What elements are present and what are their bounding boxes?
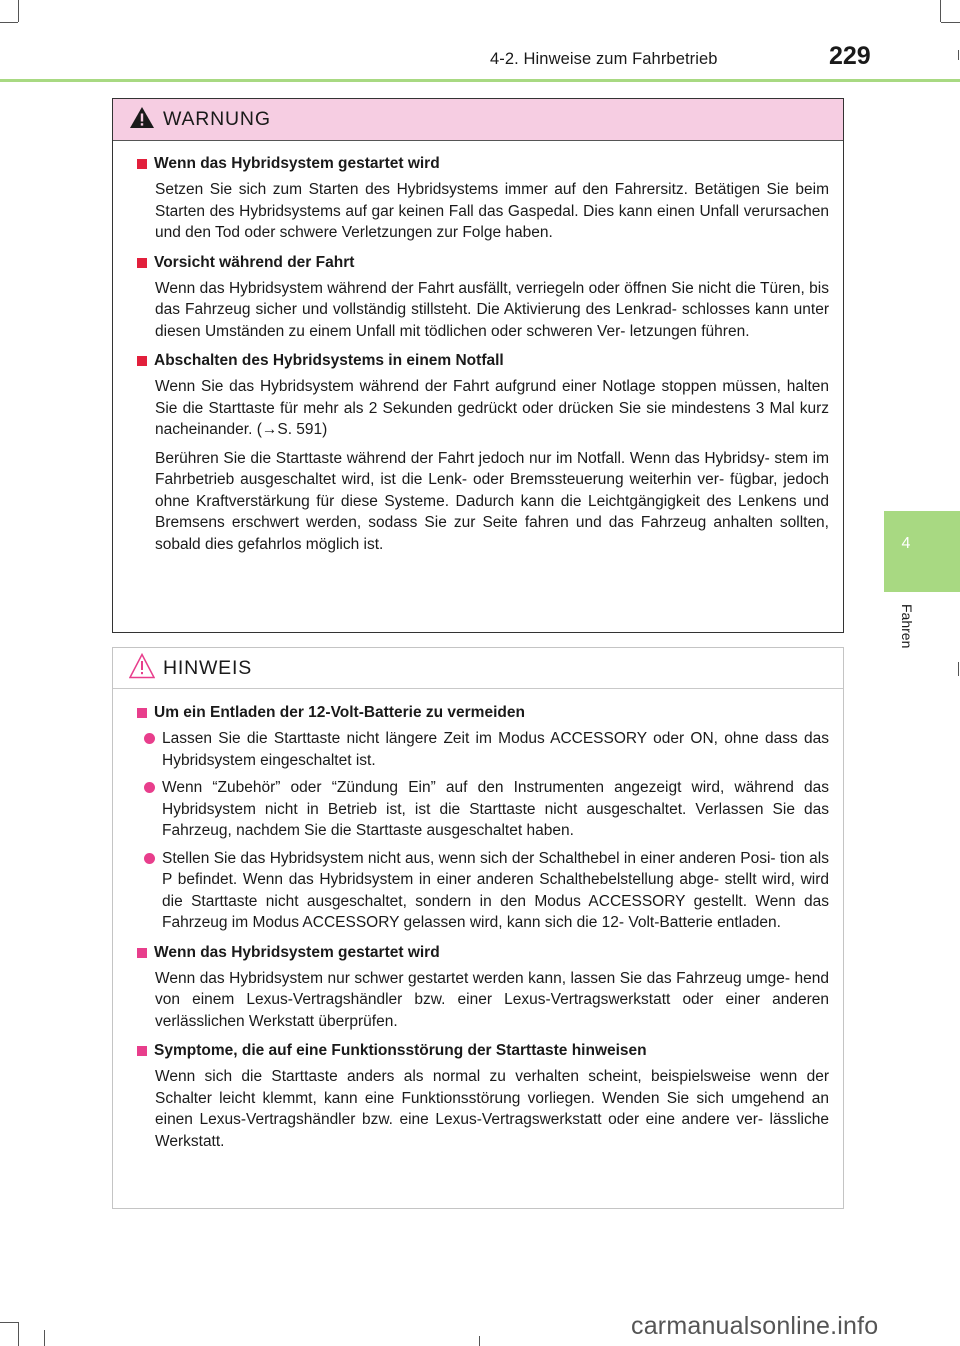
list-item — [144, 728, 829, 771]
caution-triangle-icon — [129, 653, 155, 684]
crop-mark — [941, 22, 960, 23]
warning-header — [113, 99, 843, 141]
section-heading — [137, 1040, 829, 1062]
notice-section — [137, 942, 829, 1033]
section-paragraph: Wenn Sie das Hybridsystem während der Fahrt aufgrund einer Notlage stoppen müssen, halten Sie die Starttaste für mehr als 2 Sekunden gedrückt oder drücken Sie sie mindestens 3 Mal kurz nacheinander. (→S. 591) — [155, 378, 829, 438]
list-item-text: Wenn “Zubehör” oder “Zündung Ein” auf den Instrumenten angezeigt wird, während das Hybridsystem nicht in Betrieb ist, ist die Starttaste nicht ausgeschaltet. Verlassen Sie das Fahrzeug, nachdem Sie die Starttaste ausgeschaltet haben. — [162, 779, 829, 839]
warning-body — [113, 141, 843, 555]
warning-section — [137, 252, 829, 343]
section-heading — [137, 702, 829, 724]
crop-mark — [44, 1330, 45, 1346]
header-rule — [0, 79, 960, 82]
round-bullet-icon — [144, 853, 155, 864]
round-bullet-icon — [144, 733, 155, 744]
section-paragraph: Setzen Sie sich zum Starten des Hybridsystems immer auf den Fahrersitz. Betätigen Sie beim Starten des Hybridsystems auf gar keinen Fall das Gaspedal. Dies kann einen Unfall verursachen und den Tod oder schwere Verletzungen zur Folge haben. — [155, 181, 829, 241]
crop-mark — [958, 662, 959, 676]
section-paragraph: Berühren Sie die Starttaste während der Fahrt jedoch nur im Notfall. Wenn das Hybridsy- stem im Fahrbetrieb ausgeschaltet wird, ist die Lenk- oder Bremssteuerung weiterhin ver- fügbar, jedoch ohne Kraftverstärkung für diese Systeme. Dadurch kann die Leichtgängigkeit des Lenkens und Bremsens erschwert werden, sodass Sie zur Seite fahren und das Fahrzeug anhalten sollten, sobald dies gefahrlos möglich ist. — [155, 449, 829, 553]
chapter-number: 4 — [901, 535, 911, 552]
notice-box — [112, 647, 844, 1209]
section-heading — [137, 153, 829, 175]
section-title: Symptome, die auf eine Funktionsstörung der Starttaste hinweisen — [154, 1042, 647, 1059]
notice-section — [137, 702, 829, 934]
square-bullet-icon — [137, 258, 147, 268]
section-heading — [137, 350, 829, 372]
section-heading — [137, 252, 829, 274]
square-bullet-icon — [137, 948, 147, 958]
crop-mark — [940, 0, 941, 22]
notice-header — [113, 648, 843, 689]
section-title: Um ein Entladen der 12-Volt-Batterie zu vermeiden — [154, 704, 525, 721]
square-bullet-icon — [137, 356, 147, 366]
notice-body — [113, 689, 843, 1152]
section-title: Wenn das Hybridsystem gestartet wird — [154, 943, 440, 961]
section-title: Vorsicht während der Fahrt — [154, 253, 355, 271]
page-number: 229 — [829, 42, 871, 70]
section-paragraph: Wenn das Hybridsystem nur schwer gestartet werden kann, lassen Sie das Fahrzeug umge- hend von einem Lexus-Vertragshändler bzw. einer Lexus-Vertragswerkstatt oder einer anderen verlässlichen Werkstatt überprüfen. — [155, 969, 829, 1030]
warning-box — [112, 98, 844, 633]
section-paragraph: Wenn das Hybridsystem während der Fahrt ausfällt, verriegeln oder öffnen Sie nicht die Türen, bis das Fahrzeug sicher und vollständig stillsteht. Die Aktivierung des Lenkrad- schlosses kann unter diesen Umständen zu einem Unfall mit tödlichen oder schweren Ver- letzungen führen. — [155, 279, 829, 340]
crop-mark — [479, 1336, 480, 1346]
crop-mark — [18, 0, 19, 22]
square-bullet-icon — [137, 1046, 147, 1056]
section-title: Wenn das Hybridsystem gestartet wird — [154, 155, 440, 172]
round-bullet-icon — [144, 782, 155, 793]
list-item-text: Stellen Sie das Hybridsystem nicht aus, wenn sich der Schalthebel in einer anderen Posi- tion als P befindet. Wenn das Hybridsystem in einer anderen Schalthebelstellung abge- stellt wird, wird die Starttaste nicht ausgeschaltet, sondern in den Modus ACCESSORY gestellt. Wenn das Fahrzeug im Modus ACCESSORY gelassen wird, kann sich die 12- Volt-Batterie entladen. — [162, 849, 829, 931]
crop-mark — [0, 1322, 18, 1323]
running-header: 4-2. Hinweise zum Fahrbetrieb — [490, 50, 718, 68]
warning-section — [137, 153, 829, 244]
chapter-label: Fahren — [899, 604, 915, 649]
warning-section — [137, 350, 829, 555]
warning-title: WARNUNG — [163, 108, 271, 130]
crop-mark — [958, 50, 959, 60]
list-item — [144, 777, 829, 842]
list-item-text: Lassen Sie die Starttaste nicht längere Zeit im Modus ACCESSORY oder ON, ohne dass das Hybridsystem eingeschaltet ist. — [162, 730, 829, 769]
crop-mark — [18, 1322, 19, 1346]
list-item — [144, 848, 829, 934]
section-heading — [137, 942, 829, 964]
notice-section — [137, 1040, 829, 1152]
section-paragraph: Wenn sich die Starttaste anders als normal zu verhalten scheint, beispielsweise wenn der Schalter leicht klemmt, kann eine Funktionsstörung vorliegen. Wenden Sie sich umgehend an einen Lexus-Vertragshändler bzw. eine Lexus-Vertragswerkstatt oder eine andere ver- lässliche Werkstatt. — [155, 1068, 829, 1150]
notice-title: HINWEIS — [163, 656, 253, 679]
square-bullet-icon — [137, 159, 147, 169]
crop-mark — [0, 22, 18, 23]
square-bullet-icon — [137, 708, 147, 718]
section-title: Abschalten des Hybridsystems in einem Notfall — [154, 352, 504, 369]
watermark[interactable]: carmanualsonline.info — [631, 1312, 879, 1340]
warning-triangle-icon — [129, 106, 155, 134]
